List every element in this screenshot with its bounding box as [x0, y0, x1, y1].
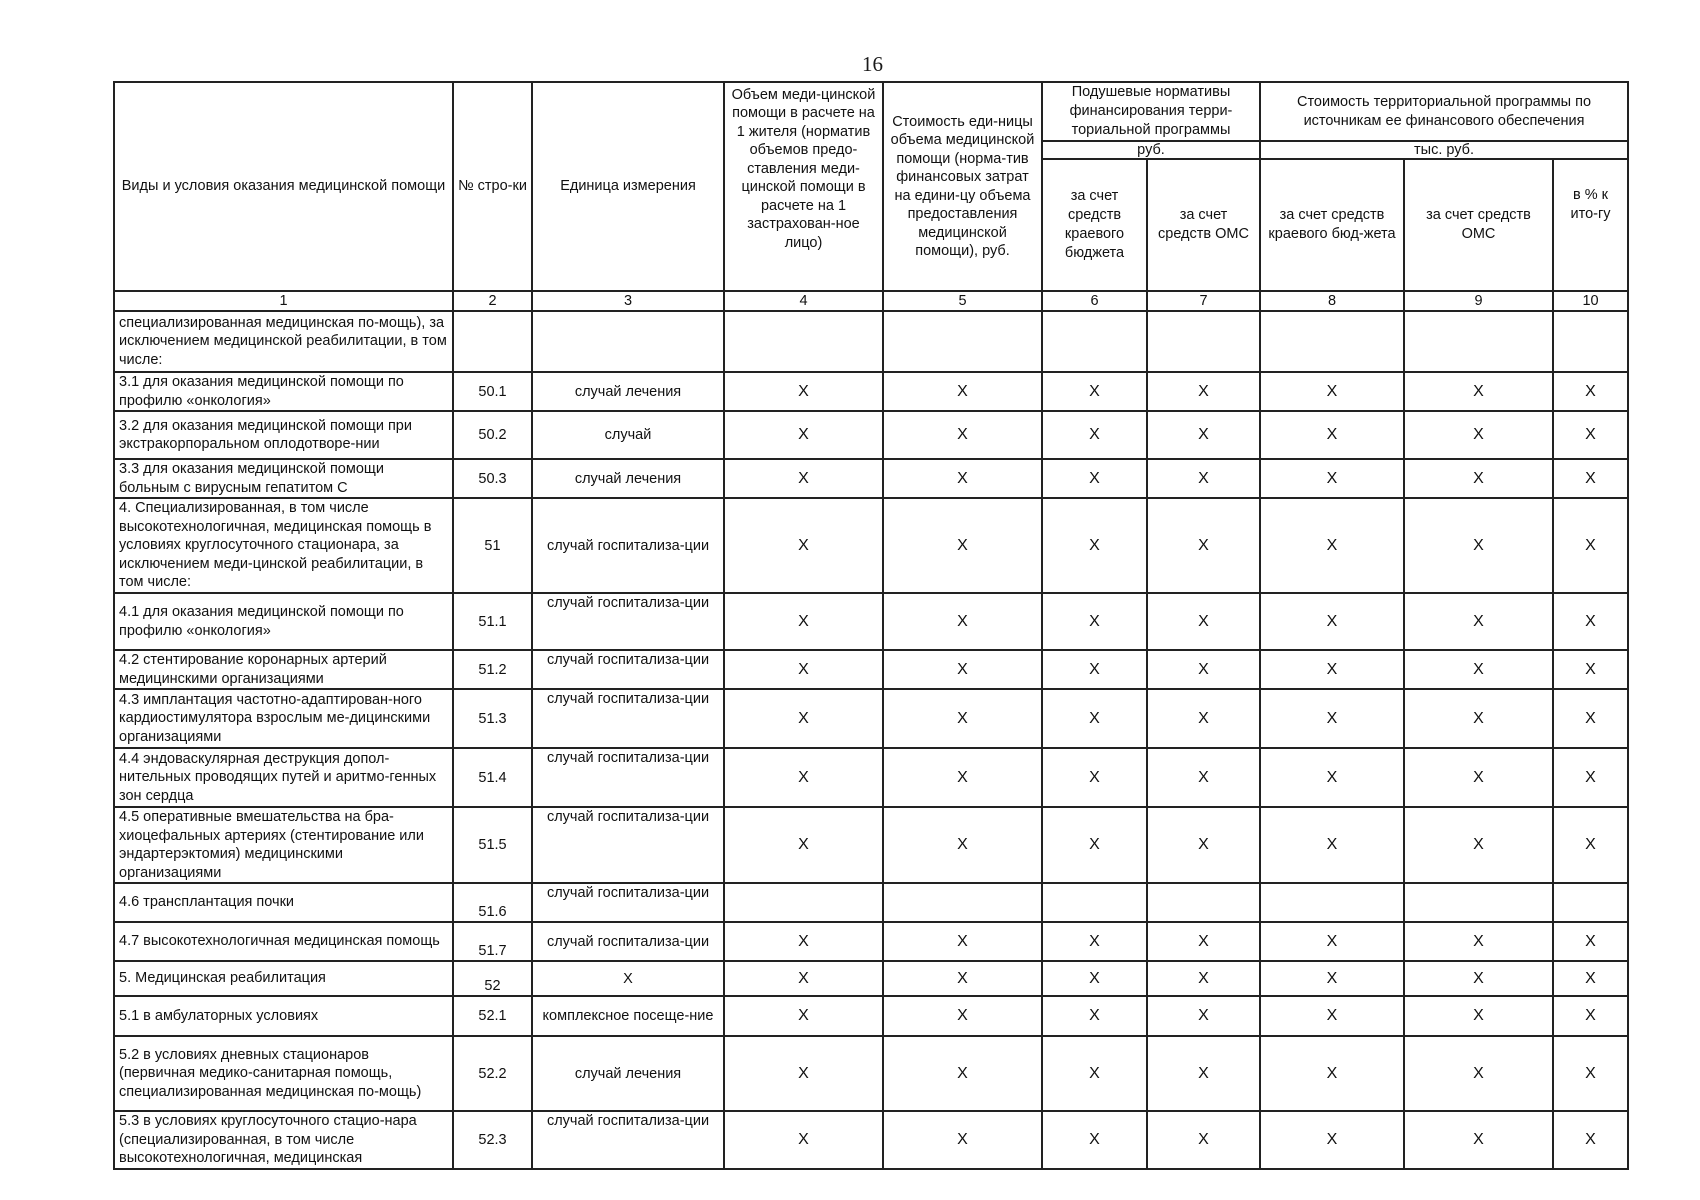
header-oms-cost: за счет средств ОМС	[1404, 159, 1553, 291]
row-value-col-4: X	[724, 411, 883, 459]
table-row	[114, 498, 1628, 593]
table-row	[114, 1111, 1628, 1169]
row-care-type: 4.4 эндоваскулярная деструкция допол-нительных проводящих путей и аритмо-генных зон сердца	[114, 748, 453, 807]
row-number: 52	[453, 961, 532, 996]
table-row	[114, 748, 1628, 807]
row-number: 51.6	[453, 883, 532, 922]
row-value-col-4	[724, 311, 883, 372]
row-unit: случай госпитализа-ции	[532, 807, 724, 883]
row-value-col-5: X	[883, 1036, 1042, 1111]
row-number: 51.5	[453, 807, 532, 883]
row-value-col-7: X	[1147, 459, 1260, 498]
row-unit: случай госпитализа-ции	[532, 593, 724, 650]
row-value-col-7: X	[1147, 650, 1260, 689]
row-value-col-7: X	[1147, 807, 1260, 883]
table-row	[114, 411, 1628, 459]
row-value-col-4: X	[724, 996, 883, 1036]
header-percent-total: в % к ито-гу	[1553, 159, 1628, 291]
row-unit: случай лечения	[532, 1036, 724, 1111]
row-value-col-9: X	[1404, 807, 1553, 883]
table-row	[114, 1036, 1628, 1111]
row-value-col-4: X	[724, 372, 883, 411]
row-number: 51.1	[453, 593, 532, 650]
row-value-col-7: X	[1147, 498, 1260, 593]
row-value-col-9: X	[1404, 689, 1553, 748]
row-value-col-10: X	[1553, 996, 1628, 1036]
row-value-col-7	[1147, 311, 1260, 372]
row-number: 50.1	[453, 372, 532, 411]
table-row	[114, 593, 1628, 650]
row-value-col-9	[1404, 883, 1553, 922]
column-number: 2	[453, 291, 532, 311]
column-number: 9	[1404, 291, 1553, 311]
header-row-number: № стро-ки	[453, 82, 532, 291]
header-volume: Объем меди-цинской помощи в расчете на 1 жителя (норматив объемов предо-ставления меди-цинской помощи в расчете на 1 застрахован-ное лицо)	[724, 82, 883, 291]
row-value-col-8	[1260, 311, 1404, 372]
row-value-col-10: X	[1553, 372, 1628, 411]
row-value-col-10	[1553, 883, 1628, 922]
row-value-col-10: X	[1553, 459, 1628, 498]
row-value-col-4	[724, 883, 883, 922]
row-value-col-5: X	[883, 650, 1042, 689]
row-number	[453, 311, 532, 372]
row-number: 51.7	[453, 922, 532, 961]
row-value-col-8: X	[1260, 593, 1404, 650]
row-value-col-5: X	[883, 961, 1042, 996]
row-value-col-9: X	[1404, 650, 1553, 689]
header-unit: Единица измерения	[532, 82, 724, 291]
row-value-col-4: X	[724, 689, 883, 748]
table-row	[114, 372, 1628, 411]
row-value-col-4: X	[724, 961, 883, 996]
column-number: 5	[883, 291, 1042, 311]
header-rub-unit: руб.	[1042, 141, 1260, 159]
row-unit: случай	[532, 411, 724, 459]
row-value-col-4: X	[724, 498, 883, 593]
row-unit: случай госпитализа-ции	[532, 1111, 724, 1169]
header-per-capita-norms: Подушевые нормативы финансирования терри-ториальной программы	[1042, 82, 1260, 141]
row-value-col-6: X	[1042, 411, 1147, 459]
row-unit: случай госпитализа-ции	[532, 922, 724, 961]
column-number: 6	[1042, 291, 1147, 311]
row-value-col-9: X	[1404, 922, 1553, 961]
table-row	[114, 689, 1628, 748]
row-value-col-8: X	[1260, 689, 1404, 748]
row-value-col-8: X	[1260, 372, 1404, 411]
row-care-type: 3.3 для оказания медицинской помощи больным с вирусным гепатитом С	[114, 459, 453, 498]
row-value-col-10: X	[1553, 1036, 1628, 1111]
row-value-col-9: X	[1404, 748, 1553, 807]
row-value-col-7: X	[1147, 593, 1260, 650]
row-care-type: 5.1 в амбулаторных условиях	[114, 996, 453, 1036]
row-value-col-10: X	[1553, 807, 1628, 883]
row-care-type: 4.1 для оказания медицинской помощи по профилю «онкология»	[114, 593, 453, 650]
row-value-col-8	[1260, 883, 1404, 922]
row-value-col-5: X	[883, 593, 1042, 650]
row-value-col-8: X	[1260, 748, 1404, 807]
header-oms: за счет средств ОМС	[1147, 159, 1260, 291]
row-value-col-9: X	[1404, 996, 1553, 1036]
row-value-col-8: X	[1260, 996, 1404, 1036]
row-care-type: 4. Специализированная, в том числе высокотехнологичная, медицинская помощь в условиях круглосуточного стационара, за исключением меди-цинской реабилитации, в том числе:	[114, 498, 453, 593]
row-value-col-5: X	[883, 1111, 1042, 1169]
column-number: 3	[532, 291, 724, 311]
row-value-col-8: X	[1260, 498, 1404, 593]
row-value-col-8: X	[1260, 1111, 1404, 1169]
row-value-col-9: X	[1404, 372, 1553, 411]
column-numbers-row	[114, 291, 1628, 311]
header-unit-cost: Стоимость еди-ницы объема медицинской помощи (норма-тив финансовых затрат на едини-цу объема предоставления медицинской помощи), руб.	[883, 82, 1042, 291]
row-value-col-10: X	[1553, 498, 1628, 593]
row-value-col-9: X	[1404, 498, 1553, 593]
row-value-col-7: X	[1147, 1111, 1260, 1169]
row-value-col-5	[883, 883, 1042, 922]
row-value-col-6: X	[1042, 372, 1147, 411]
column-number: 7	[1147, 291, 1260, 311]
row-number: 51.2	[453, 650, 532, 689]
row-care-type: 3.2 для оказания медицинской помощи при экстракорпоральном оплодотворе-нии	[114, 411, 453, 459]
header-care-type: Виды и условия оказания медицинской помощи	[114, 82, 453, 291]
column-number: 1	[114, 291, 453, 311]
row-value-col-6	[1042, 311, 1147, 372]
row-value-col-6: X	[1042, 689, 1147, 748]
funding-table	[113, 81, 1629, 1170]
row-value-col-7	[1147, 883, 1260, 922]
table-row	[114, 459, 1628, 498]
row-number: 52.3	[453, 1111, 532, 1169]
row-number: 51	[453, 498, 532, 593]
row-unit: случай госпитализа-ции	[532, 650, 724, 689]
table-row	[114, 996, 1628, 1036]
row-value-col-5: X	[883, 807, 1042, 883]
row-value-col-4: X	[724, 748, 883, 807]
row-unit: случай госпитализа-ции	[532, 748, 724, 807]
row-value-col-7: X	[1147, 996, 1260, 1036]
row-care-type: 4.7 высокотехнологичная медицинская помощь	[114, 922, 453, 961]
row-value-col-5: X	[883, 459, 1042, 498]
row-value-col-7: X	[1147, 748, 1260, 807]
row-value-col-4: X	[724, 593, 883, 650]
row-value-col-5: X	[883, 372, 1042, 411]
row-value-col-5	[883, 311, 1042, 372]
row-value-col-9: X	[1404, 459, 1553, 498]
row-value-col-6: X	[1042, 996, 1147, 1036]
row-unit: случай лечения	[532, 372, 724, 411]
row-value-col-8: X	[1260, 411, 1404, 459]
row-value-col-9: X	[1404, 593, 1553, 650]
header-program-cost: Стоимость территориальной программы по источникам ее финансового обеспечения	[1260, 82, 1628, 141]
row-unit: случай госпитализа-ции	[532, 883, 724, 922]
table-row	[114, 807, 1628, 883]
row-value-col-5: X	[883, 922, 1042, 961]
row-value-col-7: X	[1147, 922, 1260, 961]
row-value-col-6: X	[1042, 1036, 1147, 1111]
row-care-type: 5. Медицинская реабилитация	[114, 961, 453, 996]
table-row	[114, 922, 1628, 961]
row-value-col-8: X	[1260, 1036, 1404, 1111]
row-value-col-6: X	[1042, 498, 1147, 593]
row-unit: случай госпитализа-ции	[532, 689, 724, 748]
row-value-col-5: X	[883, 411, 1042, 459]
header-thousand-rub-unit: тыс. руб.	[1260, 141, 1628, 159]
row-care-type: 5.3 в условиях круглосуточного стацио-нара (специализированная, в том числе высокотехнологичная, медицинская	[114, 1111, 453, 1169]
row-value-col-10: X	[1553, 961, 1628, 996]
column-number: 10	[1553, 291, 1628, 311]
row-unit: комплексное посеще-ние	[532, 996, 724, 1036]
row-value-col-8: X	[1260, 961, 1404, 996]
row-value-col-4: X	[724, 1036, 883, 1111]
row-number: 51.3	[453, 689, 532, 748]
row-number: 52.2	[453, 1036, 532, 1111]
table-row	[114, 650, 1628, 689]
column-number: 8	[1260, 291, 1404, 311]
row-care-type: специализированная медицинская по-мощь), за исключением медицинской реабилитации, в том числе:	[114, 311, 453, 372]
page-number: 16	[862, 52, 883, 76]
row-value-col-6: X	[1042, 1111, 1147, 1169]
row-value-col-10: X	[1553, 1111, 1628, 1169]
row-value-col-7: X	[1147, 411, 1260, 459]
row-unit: случай лечения	[532, 459, 724, 498]
row-value-col-9: X	[1404, 1111, 1553, 1169]
row-value-col-5: X	[883, 689, 1042, 748]
row-value-col-6: X	[1042, 459, 1147, 498]
row-value-col-4: X	[724, 459, 883, 498]
row-value-col-9: X	[1404, 961, 1553, 996]
row-value-col-10: X	[1553, 650, 1628, 689]
row-value-col-4: X	[724, 922, 883, 961]
row-value-col-7: X	[1147, 689, 1260, 748]
header-regional-budget-cost: за счет средств краевого бюд-жета	[1260, 159, 1404, 291]
table-row	[114, 883, 1628, 922]
row-care-type: 3.1 для оказания медицинской помощи по профилю «онкология»	[114, 372, 453, 411]
row-number: 50.3	[453, 459, 532, 498]
row-number: 50.2	[453, 411, 532, 459]
row-unit	[532, 311, 724, 372]
row-value-col-4: X	[724, 1111, 883, 1169]
row-value-col-7: X	[1147, 1036, 1260, 1111]
row-value-col-6: X	[1042, 961, 1147, 996]
row-value-col-10: X	[1553, 593, 1628, 650]
row-value-col-6: X	[1042, 748, 1147, 807]
row-value-col-5: X	[883, 498, 1042, 593]
row-value-col-8: X	[1260, 807, 1404, 883]
row-value-col-8: X	[1260, 459, 1404, 498]
row-value-col-9: X	[1404, 411, 1553, 459]
row-value-col-5: X	[883, 748, 1042, 807]
table-row	[114, 311, 1628, 372]
row-care-type: 5.2 в условиях дневных стационаров (первичная медико-санитарная помощь, специализированная медицинская по-мощь)	[114, 1036, 453, 1111]
row-care-type: 4.3 имплантация частотно-адаптирован-ного кардиостимулятора взрослым ме-дицинскими организациями	[114, 689, 453, 748]
table-row	[114, 961, 1628, 996]
row-value-col-6: X	[1042, 922, 1147, 961]
row-value-col-9	[1404, 311, 1553, 372]
row-care-type: 4.6 трансплантация почки	[114, 883, 453, 922]
row-value-col-10	[1553, 311, 1628, 372]
row-value-col-10: X	[1553, 411, 1628, 459]
row-unit: X	[532, 961, 724, 996]
row-value-col-7: X	[1147, 961, 1260, 996]
column-number: 4	[724, 291, 883, 311]
row-value-col-4: X	[724, 650, 883, 689]
row-number: 51.4	[453, 748, 532, 807]
header-regional-budget: за счет средств краевого бюджета	[1042, 159, 1147, 291]
row-value-col-6: X	[1042, 593, 1147, 650]
row-value-col-6	[1042, 883, 1147, 922]
row-number: 52.1	[453, 996, 532, 1036]
row-value-col-8: X	[1260, 922, 1404, 961]
row-value-col-10: X	[1553, 922, 1628, 961]
row-value-col-6: X	[1042, 650, 1147, 689]
row-care-type: 4.2 стентирование коронарных артерий медицинскими организациями	[114, 650, 453, 689]
row-value-col-5: X	[883, 996, 1042, 1036]
row-value-col-7: X	[1147, 372, 1260, 411]
row-value-col-8: X	[1260, 650, 1404, 689]
row-unit: случай госпитализа-ции	[532, 498, 724, 593]
row-value-col-6: X	[1042, 807, 1147, 883]
row-value-col-10: X	[1553, 689, 1628, 748]
row-care-type: 4.5 оперативные вмешательства на бра-хиоцефальных артериях (стентирование или эндартерэктомия) медицинскими организациями	[114, 807, 453, 883]
row-value-col-9: X	[1404, 1036, 1553, 1111]
row-value-col-10: X	[1553, 748, 1628, 807]
row-value-col-4: X	[724, 807, 883, 883]
